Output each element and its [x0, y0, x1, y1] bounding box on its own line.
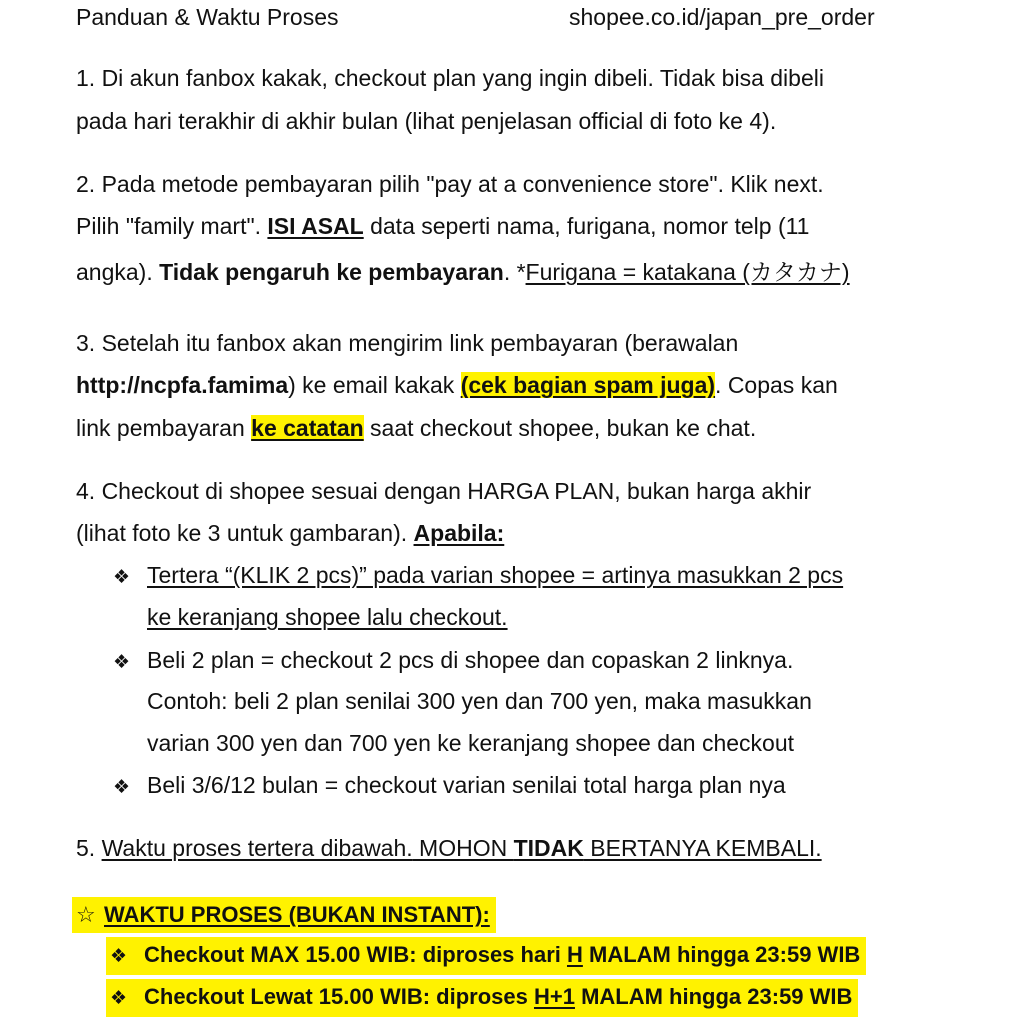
bullet-1-line-2 [147, 602, 508, 632]
isi-asal-emphasis: ISI ASAL [267, 213, 364, 239]
spam-check-highlight: (cek bagian spam juga) [460, 372, 716, 398]
step-5-b: MOHON [412, 835, 514, 861]
bullet-2-line-2: Contoh: beli 2 plan senilai 300 yen dan 700 yen, maka masukkan [147, 688, 812, 714]
apabila-label: Apabila: [413, 520, 505, 546]
step-5-warning [413, 835, 822, 861]
step-1-line-1: 1. Di akun fanbox kakak, checkout plan yang ingin dibeli. Tidak bisa dibeli [76, 65, 824, 91]
diamond-bullet-icon: ❖ [113, 567, 131, 588]
step-2-line-3 [76, 257, 850, 287]
process-item-2-day: H+1 [533, 984, 575, 1009]
bullet-1-text: ke keranjang shopee lalu checkout. [147, 604, 508, 630]
furigana-note: Furigana = katakana (カタカナ) [525, 259, 850, 285]
step-4-text: (lihat foto ke 3 untuk gambaran). [76, 520, 414, 546]
header-title: Panduan & Waktu Proses [76, 4, 339, 30]
step-3-text: link pembayaran [76, 415, 252, 441]
step-3-text: saat checkout shopee, bukan ke chat. [363, 415, 757, 441]
step-5-tidak: TIDAK [513, 835, 584, 861]
notes-highlight: ke catatan [251, 415, 364, 441]
step-3-line-2 [76, 370, 838, 400]
step-2-text: Pilih "family mart". [76, 213, 268, 239]
diamond-bullet-icon: ❖ [113, 777, 131, 798]
step-2-text: . * [503, 259, 526, 285]
step-3-line-3 [76, 413, 756, 443]
diamond-bullet-icon: ❖ [110, 988, 128, 1009]
payment-link-prefix: http://ncpfa.famima [76, 372, 289, 398]
process-title [72, 897, 496, 933]
diamond-bullet-icon: ❖ [110, 946, 128, 967]
step-3-text: . Copas kan [715, 372, 838, 398]
step-1-line-2: pada hari terakhir di akhir bulan (lihat penjelasan official di foto ke 4). [76, 108, 777, 134]
step-2-line-1: 2. Pada metode pembayaran pilih "pay at a convenience store". Klik next. [76, 171, 824, 197]
step-5-prefix: 5. [76, 835, 102, 861]
step-5-a: Waktu proses tertera dibawah. [101, 835, 413, 861]
bullet-2-line-1 [113, 645, 793, 678]
step-2-text: data seperti nama, furigana, nomor telp (11 [363, 213, 810, 239]
step-5-text [102, 835, 413, 861]
bullet-2-text: Beli 2 plan = checkout 2 pcs di shopee dan copaskan 2 linknya. [147, 647, 794, 673]
step-2-text: angka). [76, 259, 160, 285]
step-3-line-1: 3. Setelah itu fanbox akan mengirim link pembayaran (berawalan [76, 330, 739, 356]
process-item-2 [106, 979, 858, 1017]
step-2-line-2 [76, 211, 809, 241]
process-item-1-time: MALAM hingga 23:59 WIB [582, 942, 861, 967]
process-item-2-text: Checkout Lewat 15.00 WIB: diproses [144, 984, 534, 1009]
process-item-1 [106, 937, 866, 975]
header-url: shopee.co.id/japan_pre_order [569, 4, 875, 30]
step-4-line-2 [76, 518, 504, 548]
no-effect-emphasis: Tidak pengaruh ke pembayaran [159, 259, 504, 285]
bullet-3-text: Beli 3/6/12 bulan = checkout varian senilai total harga plan nya [147, 772, 786, 798]
process-title-text: WAKTU PROSES (BUKAN INSTANT): [104, 902, 490, 927]
bullet-1-line-1 [113, 560, 843, 593]
process-item-2-time: MALAM hingga 23:59 WIB [574, 984, 853, 1009]
step-3-text: ) ke email kakak [288, 372, 461, 398]
step-4-line-1: 4. Checkout di shopee sesuai dengan HARGA PLAN, bukan harga akhir [76, 478, 812, 504]
step-5-line [76, 833, 822, 863]
diamond-bullet-icon: ❖ [113, 652, 131, 673]
bullet-1-text: Tertera “(KLIK 2 pcs)” pada varian shopee = artinya masukkan 2 pcs [147, 562, 844, 588]
process-item-1-text: Checkout MAX 15.00 WIB: diproses hari [144, 942, 567, 967]
process-item-1-day: H [566, 942, 583, 967]
bullet-2-line-3: varian 300 yen dan 700 yen ke keranjang shopee dan checkout [147, 730, 795, 756]
star-icon: ☆ [76, 902, 96, 927]
bullet-3-line-1 [113, 770, 786, 803]
step-5-d: BERTANYA KEMBALI. [583, 835, 822, 861]
